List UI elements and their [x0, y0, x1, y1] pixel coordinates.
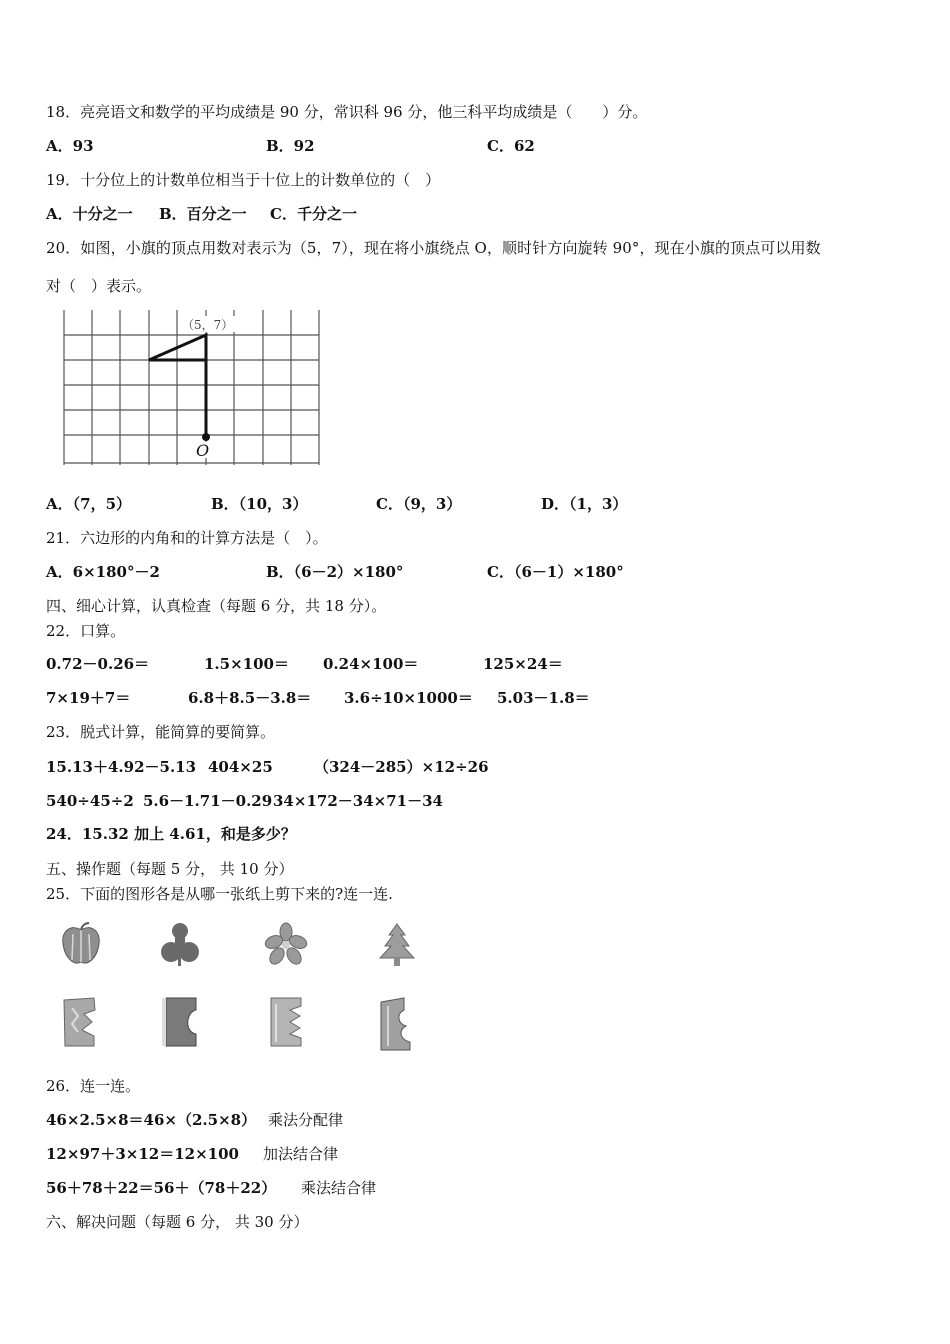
- q26-equation: 46×2.5×8＝46×（2.5×8）: [46, 1111, 257, 1129]
- cut-paper-3-image: [268, 996, 304, 1048]
- section-4-title: 四、细心计算，认真检查（每题 6 分，共 18 分）。: [46, 597, 387, 615]
- q22-text: 22．口算。: [46, 622, 126, 640]
- q18-option-c: C．62: [487, 137, 535, 155]
- q20-option-c: C．（9，3）: [376, 495, 462, 513]
- cut-paper-4-image: [378, 996, 412, 1052]
- q18-option-b: B．92: [266, 137, 315, 155]
- q22-item: 5.03－1.8＝: [497, 689, 590, 707]
- flower-shape-image: [264, 922, 308, 966]
- flag-vertex-label: （5，7）: [182, 318, 234, 332]
- q21-option-a: A．6×180°－2: [46, 563, 160, 581]
- q26-law: 加法结合律: [263, 1145, 339, 1163]
- apple-shape-image: [58, 922, 104, 968]
- origin-point: [202, 433, 210, 441]
- q26-equation: 12×97＋3×12＝12×100: [46, 1145, 239, 1163]
- q23-item: 540÷45÷2: [46, 792, 134, 810]
- q22-item: 6.8＋8.5－3.8＝: [188, 689, 312, 707]
- origin-label: O: [196, 441, 210, 460]
- section-5-title: 五、操作题（每题 5 分， 共 10 分）: [46, 860, 294, 878]
- q23-item: 5.6－1.71－0.29: [143, 792, 273, 810]
- q23-item: 34×172－34×71－34: [273, 792, 443, 810]
- q20-option-b: B．（10，3）: [211, 495, 308, 513]
- q22-item: 3.6÷10×1000＝: [344, 689, 473, 707]
- q22-item: 7×19＋7＝: [46, 689, 131, 707]
- q24-text: 24．15.32 加上 4.61，和是多少？: [46, 825, 296, 843]
- q23-item: （324－285）×12÷26: [314, 758, 489, 776]
- q21-option-c: C．（6－1）×180°: [487, 563, 624, 581]
- q22-item: 0.24×100＝: [323, 655, 419, 673]
- q19-option-a: A．十分之一: [46, 205, 133, 223]
- cut-paper-2-image: [160, 996, 200, 1048]
- q22-item: 1.5×100＝: [204, 655, 289, 673]
- q21-option-b: B．（6－2）×180°: [266, 563, 404, 581]
- q20-option-d: D．（1，3）: [541, 495, 628, 513]
- q23-item: 15.13＋4.92－5.13: [46, 758, 197, 776]
- flag-grid-figure: [62, 310, 324, 470]
- gourd-shape-image: [160, 920, 200, 968]
- q18-option-a: A．93: [46, 137, 94, 155]
- q18-text: 18．亮亮语文和数学的平均成绩是 90 分，常识科 96 分，他三科平均成绩是（ ）分。: [46, 103, 648, 121]
- q23-item: 404×25: [208, 758, 273, 776]
- q20-text-line2: 对（ ）表示。: [46, 277, 152, 295]
- q26-law: 乘法结合律: [301, 1179, 377, 1197]
- q22-item: 0.72－0.26＝: [46, 655, 150, 673]
- grid-lines: [64, 310, 319, 465]
- q19-option-c: C．千分之一: [270, 205, 357, 223]
- q19-option-b: B．百分之一: [159, 205, 247, 223]
- section-6-title: 六、解决问题（每题 6 分， 共 30 分）: [46, 1213, 309, 1231]
- q23-text: 23．脱式计算，能简算的要简算。: [46, 723, 276, 741]
- q21-text: 21．六边形的内角和的计算方法是（ ）。: [46, 529, 328, 547]
- q20-option-a: A．（7，5）: [46, 495, 132, 513]
- cut-paper-1-image: [62, 996, 98, 1048]
- q26-equation: 56＋78＋22＝56＋（78＋22）: [46, 1179, 277, 1197]
- q26-law: 乘法分配律: [268, 1111, 344, 1129]
- q26-text: 26．连一连。: [46, 1077, 141, 1095]
- q20-text-line1: 20．如图，小旗的顶点用数对表示为（5，7），现在将小旗绕点 O，顺时针方向旋转 90°，现在小旗的顶点可以用数: [46, 239, 821, 257]
- tree-shape-image: [376, 922, 418, 968]
- q25-text: 25．下面的图形各是从哪一张纸上剪下来的?连一连.: [46, 885, 393, 903]
- q22-item: 125×24＝: [483, 655, 563, 673]
- q19-text: 19．十分位上的计数单位相当于十位上的计数单位的（ ）: [46, 171, 441, 189]
